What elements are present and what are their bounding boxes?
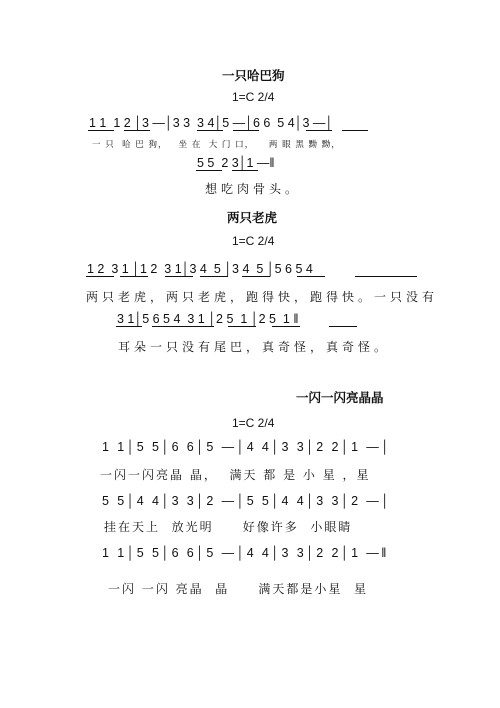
- beam-underline: [88, 130, 114, 131]
- beam-underline: [200, 276, 228, 277]
- beam-underline: [306, 130, 332, 131]
- beam-underline: [197, 130, 223, 131]
- notation-row: 1 1│5 5│6 6│5 —│4 4│3 3│2 2│1 —│: [102, 440, 392, 454]
- beam-underline: [272, 326, 300, 327]
- beam-underline: [342, 130, 368, 131]
- beam-underline: [329, 326, 357, 327]
- lyrics-row: 一 只 哈 巴 狗， 坐 在 大 门 口， 两 眼 黑 黝 黝，: [92, 140, 341, 150]
- key-signature: 1=C 2/4: [232, 234, 275, 248]
- beam-underline: [124, 130, 150, 131]
- beam-underline: [297, 276, 325, 277]
- key-signature: 1=C 2/4: [232, 90, 275, 104]
- notation-row: 1 1 1 2 │3 —│3 3 3 4│5 —│6 6 5 4│3 —│: [89, 116, 334, 130]
- song-title: 两只老虎: [227, 210, 278, 225]
- lyrics-row: 两只老虎，两只老虎，跑得快，跑得快。一只没有: [86, 290, 439, 304]
- lyrics-row: 想吃肉骨头。: [205, 182, 302, 196]
- beam-underline: [196, 170, 222, 171]
- beam-underline: [86, 276, 114, 277]
- beam-underline: [228, 326, 256, 327]
- lyrics-row: 一闪一闪亮晶 晶， 满天 都 是 小 星 ，星: [100, 468, 371, 482]
- beam-underline: [165, 276, 193, 277]
- beam-underline: [232, 170, 258, 171]
- notation-row: 1 2 3 1 │1 2 3 1│3 4 5 │3 4 5 │5 6 5 4: [87, 262, 313, 276]
- notation-row: 1 1│5 5│6 6│5 —│4 4│3 3│2 2│1 —‖: [102, 546, 389, 560]
- notation-row: 5 5 2 3│1 —‖: [197, 156, 275, 170]
- beam-underline: [355, 276, 417, 277]
- beam-underline: [242, 276, 270, 277]
- notation-row: 5 5│4 4│3 3│2 —│5 5│4 4│3 3│2 —│: [102, 494, 392, 508]
- beam-underline: [233, 130, 259, 131]
- beam-underline: [152, 326, 214, 327]
- notation-row: 3 1│5 6 5 4 3 1 │2 5 1 │2 5 1 ‖: [117, 312, 299, 326]
- song-title: 一只哈巴狗: [222, 68, 285, 83]
- lyrics-row: 挂在天上 放光明 好像许多 小眼睛: [104, 520, 353, 534]
- beam-underline: [116, 326, 142, 327]
- beam-underline: [120, 276, 148, 277]
- song-title: 一闪一闪亮晶晶: [296, 390, 384, 405]
- lyrics-row: 耳朵一只没有尾巴，真奇怪，真奇怪。: [118, 340, 391, 354]
- key-signature: 1=C 2/4: [232, 416, 275, 430]
- lyrics-row: 一闪 一闪 亮晶 晶 满天都是小星 星: [108, 582, 368, 596]
